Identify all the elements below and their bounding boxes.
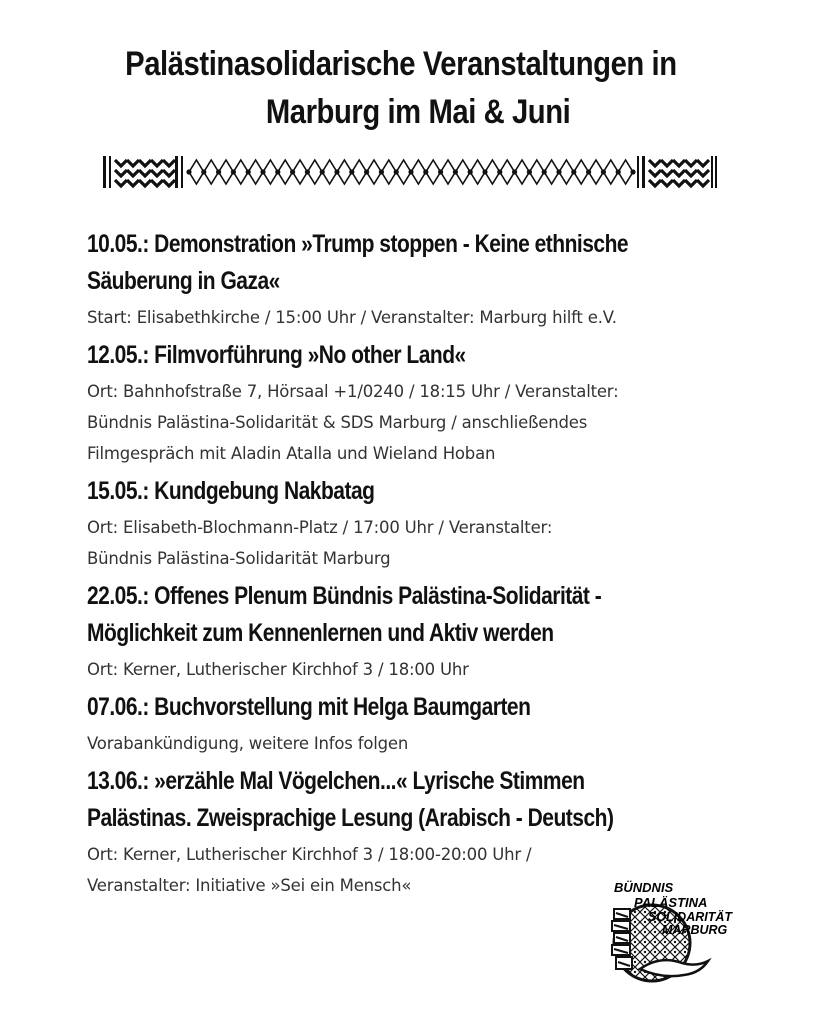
event-item [87, 473, 747, 574]
logo-line-1: BÜNDNIS [614, 880, 674, 895]
event-item [87, 578, 747, 685]
event-details: Vorabankündigung, weitere Infos folgen [87, 734, 409, 753]
logo-dove [640, 960, 708, 976]
event-details: Ort: Elisabeth-Blochmann-Platz / 17:00 Uhr / Veranstalter: Bündnis Palästina-Solidarität Marburg [87, 518, 553, 568]
event-details: Start: Elisabethkirche / 15:00 Uhr / Veranstalter: Marburg hilft e.V. [87, 308, 617, 327]
event-list [87, 226, 747, 905]
event-item [87, 226, 747, 333]
title-line-1: Palästinasolidarische Veranstaltungen in [125, 45, 677, 83]
event-heading: 10.05.: Demonstration »Trump stoppen - Keine ethnische Säuberung in Gaza« [87, 230, 629, 295]
event-item [87, 337, 747, 469]
logo-line-3: SOLIDARITÄT [648, 910, 733, 924]
logo-line-4: MARBURG [662, 923, 728, 937]
event-heading: 13.06.: »erzähle Mal Vögelchen...« Lyrische Stimmen Palästinas. Zweisprachige Lesung (Arabisch - Deutsch) [87, 767, 614, 832]
logo-wall [612, 909, 632, 969]
event-details: Ort: Kerner, Lutherischer Kirchhof 3 / 18:00-20:00 Uhr / Veranstalter: Initiative »Sei ein Mensch« [87, 845, 532, 895]
event-heading: 15.05.: Kundgebung Nakbatag [87, 477, 375, 505]
event-heading: 22.05.: Offenes Plenum Bündnis Palästina-Solidarität - Möglichkeit zum Kennenlernen und Aktiv werden [87, 582, 602, 647]
logo-line-2: PALÄSTINA [634, 895, 708, 910]
buendnis-logo [600, 877, 745, 985]
title-line-2: Marburg im Mai & Juni [265, 93, 571, 131]
event-heading: 07.06.: Buchvorstellung mit Helga Baumgarten [87, 693, 531, 721]
keffiyeh-pattern-border [103, 154, 717, 190]
page-title [57, 40, 761, 136]
event-heading: 12.05.: Filmvorführung »No other Land« [87, 341, 466, 369]
event-item [87, 689, 747, 759]
event-details: Ort: Bahnhofstraße 7, Hörsaal +1/0240 / 18:15 Uhr / Veranstalter: Bündnis Palästina-Solidarität & SDS Marburg / anschließendes Filmgespräch mit Aladin Atalla und Wieland Hoban [87, 382, 619, 463]
event-details: Ort: Kerner, Lutherischer Kirchhof 3 / 18:00 Uhr [87, 660, 469, 679]
